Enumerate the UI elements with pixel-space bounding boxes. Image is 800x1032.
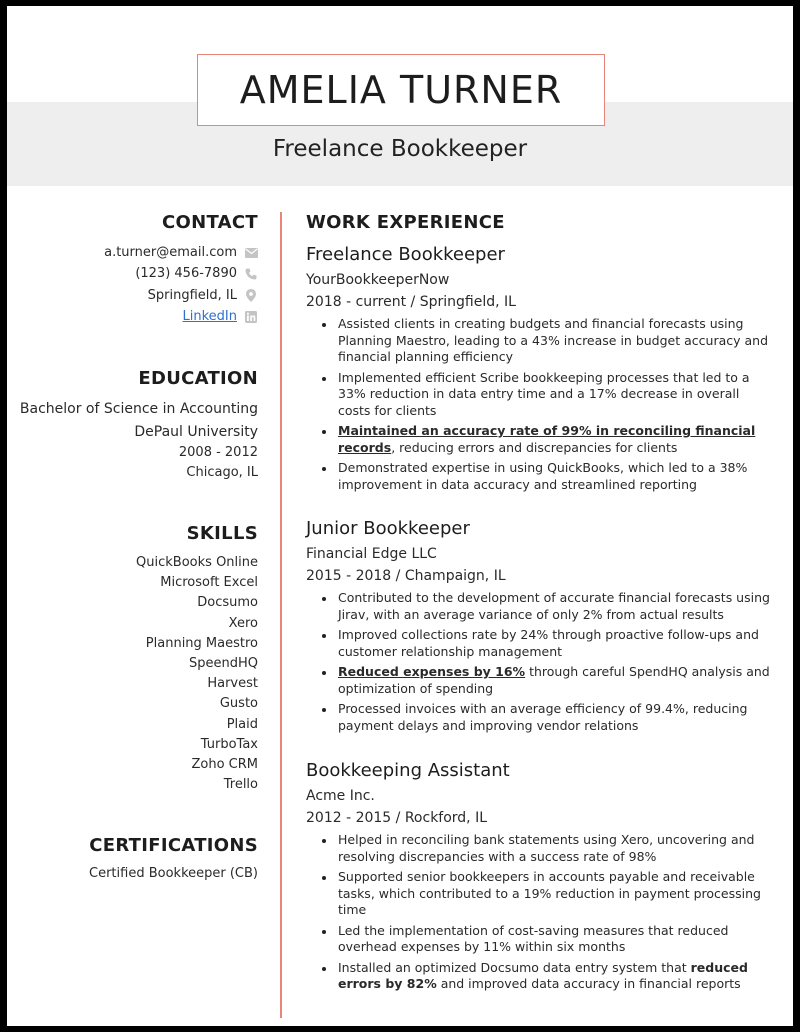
- certifications-heading: CERTIFICATIONS: [89, 835, 258, 856]
- bullet-item: Implemented efficient Scribe bookkeeping processes that led to a 33% reduction in data entry time and a 17% decrease in overall costs for clients: [320, 370, 775, 420]
- linkedin-link[interactable]: LinkedIn: [182, 309, 237, 324]
- job-dates: 2015 - 2018 / Champaign, IL: [306, 568, 506, 584]
- education-school: DePaul University: [134, 424, 258, 440]
- job-dates: 2012 - 2015 / Rockford, IL: [306, 810, 488, 826]
- phone-icon: [244, 267, 258, 281]
- certification-item: Certified Bookkeeper (CB): [89, 866, 258, 881]
- map-pin-icon: [244, 289, 258, 303]
- candidate-name: AMELIA TURNER: [239, 68, 563, 112]
- skill-item: Harvest: [207, 676, 258, 692]
- column-divider: [280, 212, 282, 1018]
- skill-item: Gusto: [219, 696, 258, 712]
- job-company: YourBookkeeperNow: [306, 272, 450, 288]
- job-company: Acme Inc.: [306, 788, 375, 804]
- skill-item: Trello: [223, 777, 258, 793]
- education-degree: Bachelor of Science in Accounting: [19, 401, 258, 417]
- skill-item: SpeendHQ: [189, 656, 258, 671]
- job-role: Freelance Bookkeeper: [306, 244, 505, 265]
- bullet-item: Improved collections rate by 24% through proactive follow-ups and customer relationship management: [320, 627, 775, 660]
- skill-item: TurboTax: [200, 736, 258, 752]
- bullet-item: Installed an optimized Docsumo data entry system that reduced errors by 82% and improved data accuracy in financial reports: [320, 960, 775, 993]
- contact-phone[interactable]: [135, 266, 258, 281]
- job-dates: 2018 - current / Springfield, IL: [306, 294, 516, 310]
- job-company: Financial Edge LLC: [306, 546, 437, 562]
- skill-item: Xero: [228, 615, 258, 631]
- skills-heading: SKILLS: [186, 523, 258, 544]
- bold-text: reduced errors by 82%: [338, 959, 748, 991]
- education-location: Chicago, IL: [186, 465, 258, 480]
- bullet-item: Led the implementation of cost-saving measures that reduced overhead expenses by 11% within six months: [320, 923, 775, 956]
- skill-item: Microsoft Excel: [160, 575, 258, 591]
- bullet-item: Assisted clients in creating budgets and financial forecasts using Planning Maestro, leading to a 43% increase in budget accuracy and financial planning efficiency: [320, 316, 775, 366]
- bullet-item: Helped in reconciling bank statements using Xero, uncovering and resolving discrepancies with a success rate of 98%: [320, 832, 775, 865]
- bullet-item: Supported senior bookkeepers in accounts payable and receivable tasks, which contributed to a 19% reduction in payment processing time: [320, 869, 775, 919]
- contact-linkedin[interactable]: [183, 309, 258, 324]
- bullet-item: Reduced expenses by 16% through careful SpendHQ analysis and optimization of spending: [320, 664, 775, 697]
- job-role: Junior Bookkeeper: [306, 518, 470, 539]
- linkedin-icon[interactable]: [244, 310, 258, 324]
- skill-item: Zoho CRM: [191, 757, 258, 772]
- location-text: Springfield, IL: [147, 288, 237, 303]
- bullet-item: Processed invoices with an average efficiency of 99.4%, reducing payment delays and improving vendor relations: [320, 701, 775, 734]
- job-bullets: [320, 590, 775, 738]
- contact-email[interactable]: [104, 245, 258, 260]
- work-experience-heading: WORK EXPERIENCE: [306, 212, 505, 233]
- skill-item: Docsumo: [197, 595, 258, 611]
- bullet-item: Maintained an accuracy rate of 99% in reconciling financial records, reducing errors and discrepancies for clients: [320, 423, 775, 456]
- highlight-text: Maintained an accuracy rate of 99% in reconciling financial records: [338, 423, 756, 455]
- education-heading: EDUCATION: [138, 368, 258, 389]
- name-box: [197, 54, 605, 126]
- email-text: a.turner@email.com: [104, 245, 237, 260]
- bullet-item: Demonstrated expertise in using QuickBooks, which led to a 38% improvement in data accuracy and streamlined reporting: [320, 460, 775, 493]
- phone-text: (123) 456-7890: [135, 266, 237, 281]
- highlight-text: Reduced expenses by 16%: [338, 664, 526, 679]
- skill-item: QuickBooks Online: [136, 555, 258, 570]
- contact-heading: CONTACT: [162, 212, 258, 233]
- skill-item: Planning Maestro: [145, 635, 258, 651]
- candidate-title: Freelance Bookkeeper: [272, 136, 528, 162]
- contact-location: [148, 288, 258, 303]
- job-bullets: [320, 832, 775, 997]
- bullet-item: Contributed to the development of accurate financial forecasts using Jirav, with an average variance of only 2% from actual results: [320, 590, 775, 623]
- job-bullets: [320, 316, 775, 497]
- job-role: Bookkeeping Assistant: [306, 760, 510, 781]
- resume-page: [7, 6, 793, 1026]
- education-years: 2008 - 2012: [178, 445, 258, 460]
- skill-item: Plaid: [226, 716, 258, 732]
- envelope-icon: [244, 246, 258, 260]
